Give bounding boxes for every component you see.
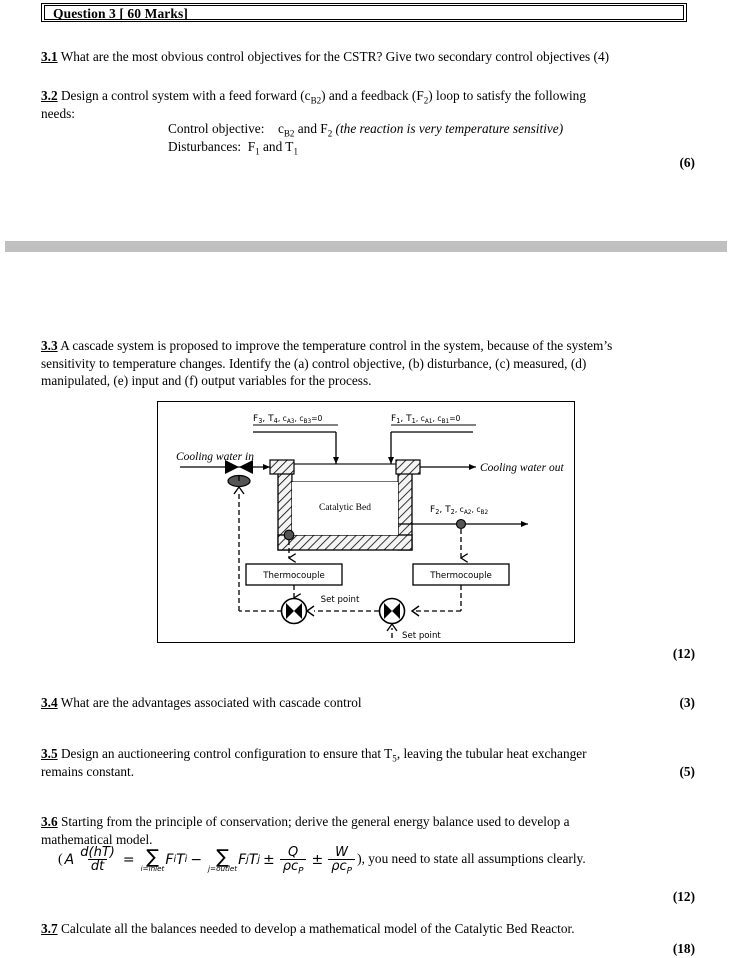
question-3-3-line1: A cascade system is proposed to improve the temperature control in the system, because of the system’s [57, 338, 613, 353]
section-divider-bar [5, 241, 727, 252]
marks-3-4: (3) [679, 695, 695, 710]
equation-lhs-var: A [64, 851, 75, 868]
disturbances-label: Disturbances: [168, 138, 242, 154]
thermocouple-right-label: Thermocouple [430, 571, 492, 581]
control-objective-label: Control objective: [168, 121, 265, 136]
equation-sigma-outlet-limit: j=outlet [208, 863, 238, 873]
question-3-3-number: 3.3 [41, 338, 58, 353]
equation-sigma-outlet [208, 845, 238, 873]
question-3-2-definitions [168, 120, 563, 155]
equation-derivative-denominator: dt [88, 859, 107, 873]
question-3-6-line1: Starting from the principle of conservation; derive the general energy balance used to develop a [57, 814, 570, 829]
question-header-inner-box [44, 5, 684, 20]
control-objective-value-a: c [278, 121, 284, 136]
question-3-7 [41, 920, 661, 938]
equation-sigma-outlet-symbol: ∑ [216, 845, 229, 868]
question-3-4 [41, 694, 641, 712]
setpoint-outer-input [387, 624, 397, 638]
inlet-stream-1 [391, 432, 473, 464]
equation-work-den-sub: P [346, 866, 352, 877]
setpoint-inner-label: Set point [320, 595, 360, 605]
caption-stream-3 [253, 414, 338, 425]
question-3-5-sub-t5: 5 [392, 753, 397, 764]
equation-work-den-rho: ρc [331, 859, 347, 875]
energy-balance-equation [58, 845, 586, 877]
control-valve[interactable] [225, 460, 253, 487]
diagram-svg [158, 402, 574, 642]
question-3-5 [41, 745, 661, 780]
equation-work-denominator [328, 859, 355, 877]
marks-3-6: (12) [672, 889, 695, 904]
equation-work-numerator: W [335, 845, 349, 860]
page-title: Question 3 [ 60 Marks] [53, 6, 188, 21]
svg-text:F1, T1, cA1, cB1=0: $F_1$, $T_1^{, c}_{A1}^{, c}_{B1}^{=0}$ [391, 414, 461, 425]
question-3-6-number: 3.6 [41, 814, 58, 829]
question-3-2-text-post: ) loop to satisfy the following [428, 88, 586, 103]
caption-stream-1 [391, 414, 476, 425]
equation-outlet-T: T [248, 851, 258, 868]
question-3-1 [41, 48, 681, 66]
outlet-sensor-tap [457, 520, 466, 529]
equation-heat-den-rho: ρc [282, 859, 299, 875]
question-3-5-number: 3.5 [41, 746, 58, 761]
equation-open-paren: ( [58, 851, 63, 867]
equation-outlet-F: F [238, 851, 247, 868]
question-3-2-line2: needs: [41, 105, 75, 121]
question-3-2-sub-f2: 2 [423, 95, 429, 106]
disturbances-value-a-sub: 1 [255, 146, 260, 157]
question-3-3 [41, 337, 686, 390]
equation-inlet-T: T [176, 851, 185, 868]
signal-outer-to-inner-setpoint [307, 606, 379, 616]
equation-plus-minus-2: ± [311, 851, 324, 868]
equation-derivative-numerator: d(hT) [80, 845, 115, 860]
question-3-5-line2: remains constant. [41, 763, 135, 779]
outer-controller[interactable] [380, 599, 405, 624]
question-3-6-line2: mathematical model. [41, 831, 153, 847]
question-3-1-text: What are the most obvious control objectives for the CSTR? Give two secondary control objectives (4) [57, 49, 610, 64]
equation-minus: − [190, 851, 203, 868]
question-3-2-number: 3.2 [41, 88, 58, 103]
question-3-2-text-mid: ) and a feedback (F [321, 88, 424, 103]
equation-heat-denominator [280, 859, 307, 877]
cascade-control-diagram [157, 401, 575, 643]
equation-work-fraction [328, 845, 355, 877]
equation-derivative-fraction [77, 846, 118, 874]
catalytic-bed-label: Catalytic Bed [319, 503, 371, 513]
equation-trailing-text: , you need to state all assumptions clearly. [361, 850, 586, 866]
equation-plus-minus-1: ± [263, 851, 275, 868]
question-3-2 [41, 87, 661, 122]
thermocouple-left-label: Thermocouple [263, 571, 325, 581]
marks-3-7: (18) [672, 941, 695, 956]
cooling-water-out-label: Cooling water out [480, 462, 564, 474]
question-3-6 [41, 813, 661, 848]
disturbances-value-a: F [247, 138, 256, 154]
question-3-3-line3: manipulated, (e) input and (f) output variables for the process. [41, 373, 372, 388]
inlet-stream-3 [253, 432, 336, 464]
inner-controller[interactable] [282, 599, 307, 624]
disturbances-value-b-sub: 1 [293, 146, 298, 157]
marks-3-5: (5) [679, 764, 695, 779]
equation-inlet-F: F [165, 851, 174, 868]
question-3-5-text-post: , leaving the tubular heat exchanger [396, 746, 587, 761]
svg-text:F3, T4, cA3, cB3=0: $F_3$, $T_4^{, c}_{A3}^{, c}_{B3}^{=0}$ [253, 414, 323, 425]
bed-sensor-tap [284, 530, 294, 540]
equation-expression: ( A $\frac{d(hT)}{dt}$ = ∑ i=inlet F i T i − ∑ j=outlet F j T j ± $\frac{Q}{\rho c_P}$ ± $\frac{W}{\rho c_P}$ ) [58, 845, 362, 877]
equation-close-paren: ) [356, 851, 362, 867]
thermocouple-left [246, 564, 342, 585]
question-3-1-number: 3.1 [41, 49, 58, 64]
equation-sigma-inlet-limit: i=inlet [140, 863, 165, 873]
cooling-water-in-label: Cooling water in [176, 451, 254, 463]
equation-heat-den-sub: P [298, 866, 304, 877]
reactor-vessel [278, 464, 412, 550]
setpoint-outer-label: Set point [402, 631, 441, 641]
control-objective-value-b: and F [294, 121, 328, 136]
marks-3-2: (6) [679, 155, 695, 170]
equation-equals: = [122, 851, 135, 868]
question-3-7-number: 3.7 [41, 921, 58, 936]
question-3-5-text-pre: Design an auctioneering control configuration to ensure that T [57, 746, 393, 761]
svg-text:F2, T2, cA2, cB2: $F_2$, $T_2^{, c}_{A2}^{, c}_{B2}$ [430, 505, 489, 516]
product-outlet-line [398, 520, 528, 529]
question-3-4-number: 3.4 [41, 695, 58, 710]
equation-sigma-inlet-symbol: ∑ [146, 845, 159, 868]
control-objective-line [168, 120, 563, 138]
caption-stream-2 [430, 505, 488, 516]
disturbances-value-b: and T [259, 138, 294, 154]
question-header-box [41, 3, 687, 22]
cooling-inlet-nozzle [270, 460, 294, 474]
cooling-outlet-nozzle [396, 460, 420, 474]
equation-heat-numerator: Q [288, 845, 299, 860]
question-3-4-text: What are the advantages associated with cascade control [57, 695, 362, 710]
thermocouple-right [413, 564, 509, 585]
disturbances-line [168, 138, 563, 156]
signal-inner-controller-to-valve [234, 487, 282, 611]
control-objective-value-a-sub: B2 [283, 128, 295, 139]
control-objective-note: (the reaction is very temperature sensitive) [332, 121, 564, 136]
question-3-3-line2: sensitivity to temperature changes. Identify the (a) control objective, (b) disturbance, (c) measured, (d) [41, 355, 587, 371]
control-objective-value-b-sub: 2 [327, 128, 333, 139]
question-3-2-sub-b2: B2 [310, 95, 322, 106]
question-3-7-text: Calculate all the balances needed to develop a mathematical model of the Catalytic Bed Reactor. [57, 921, 575, 936]
marks-3-3: (12) [672, 646, 695, 661]
equation-heat-fraction [280, 845, 307, 877]
equation-sigma-inlet [140, 845, 165, 873]
question-3-2-text-pre: Design a control system with a feed forward (c [57, 88, 311, 103]
